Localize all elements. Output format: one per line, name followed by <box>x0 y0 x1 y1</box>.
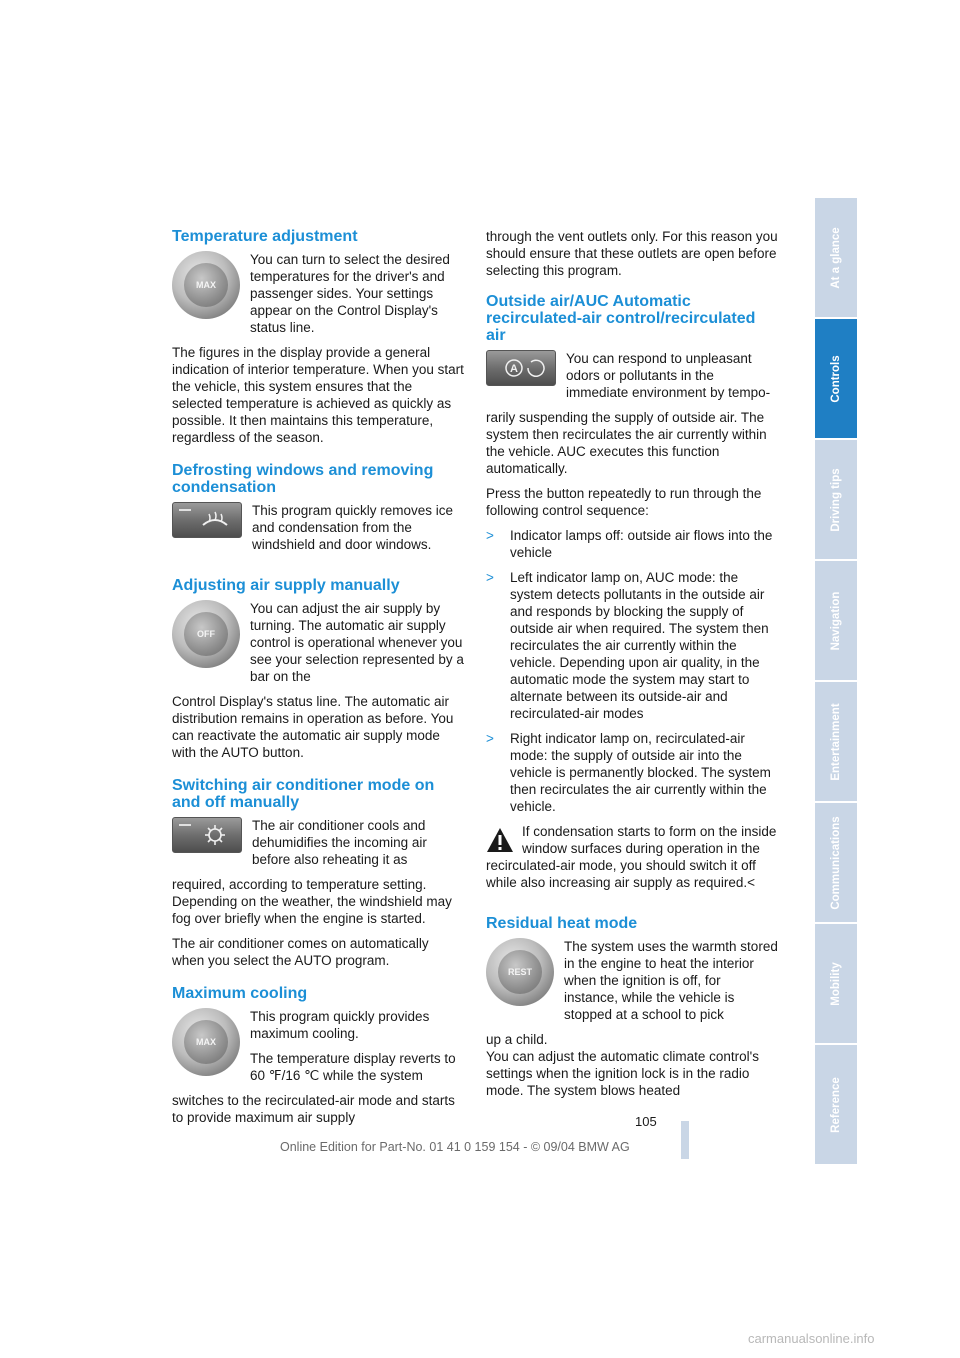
heading-air-conditioner: Switching air conditioner mode on and off manually <box>172 777 435 811</box>
svg-text:A: A <box>510 363 518 375</box>
list-item: > Left indicator lamp on, AUC mode: the system detects pollutants in the outside air and responds by blocking the supply of outside air when required. The system then recirculates the air currently within the vehicle. Depending upon air quality, in the automatic mode the system may start to alternate between its outside-air and recirculated-air modes <box>486 570 769 721</box>
list-item: > Right indicator lamp on, recirculated-air mode: the supply of outside air into the vehicle is permanently blocked. The system then recirculates the air currently within the vehicle. <box>486 731 771 814</box>
watermark: carmanualsonline.info <box>748 1331 875 1346</box>
defrost-button-image <box>172 502 242 538</box>
temperature-text-2: The figures in the display provide a general indication of interior temperature. When you start the vehicle, this system ensures that the selected temperature is achieved as quickly as possible. It then maintains this temperature, regardless of the season. <box>172 345 464 445</box>
air-supply-text-2: Control Display's status line. The automatic air distribution remains in operation as before. You can reactivate the automatic air supply mode with the AUTO button. <box>172 694 454 760</box>
heading-maximum-cooling: Maximum cooling <box>172 985 308 1002</box>
tab-communications[interactable]: Communications <box>815 803 857 922</box>
section-residual-heat <box>486 915 778 1099</box>
max-cooling-text-2: The temperature display reverts to 60 ℉/16 ℃ while the system <box>250 1051 456 1083</box>
windshield-heat-icon <box>197 507 233 533</box>
right-column <box>486 228 778 1115</box>
residual-text-3: You can adjust the automatic climate control's settings when the ignition lock is in the radio mode. The system blows heated <box>486 1049 759 1098</box>
ac-text-2: required, according to temperature setting. Depending on the weather, the windshield may fog over briefly when the engine is started. <box>172 877 452 926</box>
heading-residual-heat: Residual heat mode <box>486 915 638 932</box>
auc-text-3: Press the button repeatedly to run through the following control sequence: <box>486 486 762 518</box>
chapter-tabs <box>815 198 857 1166</box>
temperature-knob-image: MAX <box>172 251 240 319</box>
continued-text: through the vent outlets only. For this reason you should ensure that these outlets are open before selecting this program. <box>486 229 778 278</box>
tab-navigation[interactable]: Navigation <box>815 561 857 680</box>
air-supply-knob-image: OFF <box>172 600 240 668</box>
max-cooling-text: This program quickly provides maximum cooling. <box>250 1009 430 1041</box>
tab-controls[interactable]: Controls <box>815 319 857 438</box>
section-temperature <box>172 228 464 446</box>
snowflake-icon <box>197 822 233 848</box>
auc-button-image <box>486 350 556 386</box>
section-auc <box>486 293 778 899</box>
heading-temperature: Temperature adjustment <box>172 228 358 245</box>
defrost-text: This program quickly removes ice and condensation from the windshield and door windows. <box>252 503 454 552</box>
auc-text: You can respond to unpleasant odors or pollutants in the immediate environment by tempo- <box>566 351 771 400</box>
residual-heat-button-image: REST <box>486 938 554 1006</box>
max-cooling-knob-image: MAX <box>172 1008 240 1076</box>
section-air-supply <box>172 577 464 761</box>
auc-text-2: rarily suspending the supply of outside air. The system then recirculates the air currently within the vehicle. AUC executes this function automatically. <box>486 410 767 476</box>
residual-text: The system uses the warmth stored in the engine to heat the interior when the ignition is off, for instance, while the vehicle is stopped at a school to pick <box>564 939 778 1022</box>
tab-entertainment[interactable]: Entertainment <box>815 682 857 801</box>
warning-text: If condensation starts to form on the inside window surfaces during operation in the recirculated-air mode, you should switch it off while also increasing air supply as required.< <box>486 824 777 890</box>
tab-mobility[interactable]: Mobility <box>815 924 857 1043</box>
warning-icon <box>486 827 514 853</box>
tab-reference[interactable]: Reference <box>815 1045 857 1164</box>
residual-text-2: up a child. <box>486 1032 548 1047</box>
section-air-conditioner <box>172 777 464 969</box>
end-mark: < <box>747 875 756 890</box>
list-item: > Indicator lamps off: outside air flows into the vehicle <box>486 528 773 560</box>
control-sequence-list <box>486 527 778 815</box>
temperature-text: You can turn to select the desired temperatures for the driver's and passenger sides. Your settings appear on the Control Display's status line. <box>250 252 450 335</box>
left-column <box>172 228 464 1142</box>
section-defrost <box>172 462 464 561</box>
auc-recirculation-icon <box>501 355 547 381</box>
ac-text: The air conditioner cools and dehumidifies the incoming air before also reheating it as <box>252 818 427 867</box>
heading-defrost: Defrosting windows and removing condensation <box>172 462 434 496</box>
section-maximum-cooling <box>172 985 464 1126</box>
heading-air-supply: Adjusting air supply manually <box>172 577 400 594</box>
heading-auc: Outside air/AUC Automatic recirculated-air control/recirculated air <box>486 293 756 344</box>
ac-button-image <box>172 817 242 853</box>
ac-text-3: The air conditioner comes on automatically when you select the AUTO program. <box>172 936 429 968</box>
page-number-bar <box>681 1121 689 1159</box>
tab-driving-tips[interactable]: Driving tips <box>815 440 857 559</box>
max-cooling-text-3: switches to the recirculated-air mode and starts to provide maximum air supply <box>172 1093 455 1125</box>
tab-at-a-glance[interactable]: At a glance <box>815 198 857 317</box>
page-number: 105 <box>635 1114 657 1129</box>
air-supply-text: You can adjust the air supply by turning. The automatic air supply control is operational whenever you see your selection represented by a bar on the <box>250 601 464 684</box>
footer-edition: Online Edition for Part-No. 01 41 0 159 154 - © 09/04 BMW AG <box>280 1140 630 1154</box>
